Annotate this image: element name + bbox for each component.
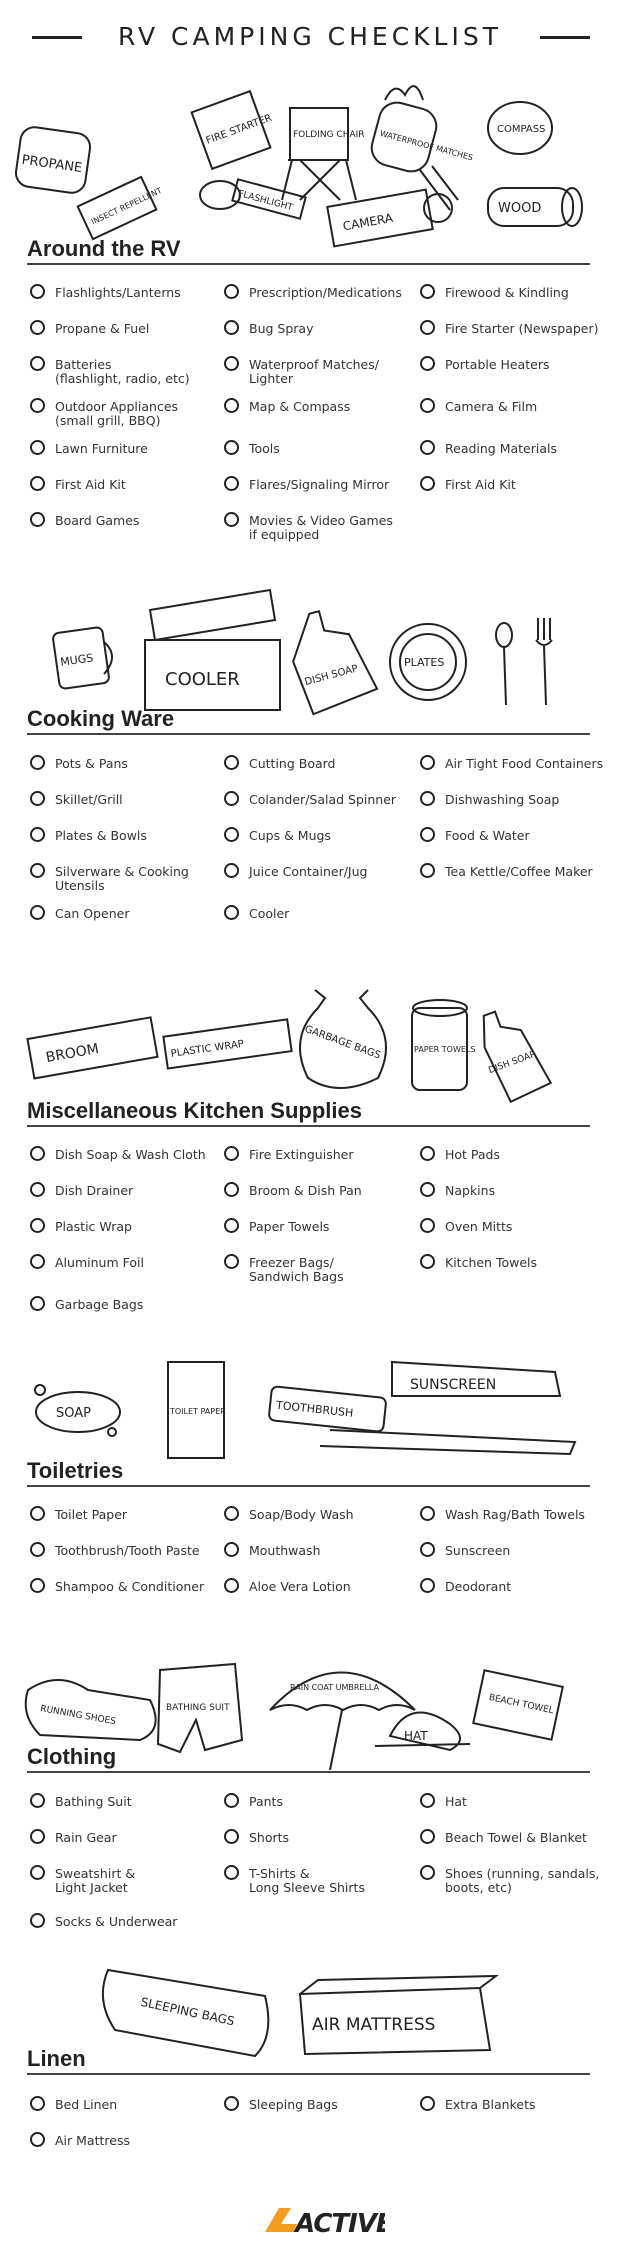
checklist-item-label: Kitchen Towels [445,1255,538,1270]
checklist-item-label: Broom & Dish Pan [249,1183,362,1198]
page-title: RV CAMPING CHECKLIST [118,22,502,51]
dish-soap-illustration [282,602,379,715]
checkbox-circle[interactable] [30,1182,45,1197]
toilet-paper-label: TOILET PAPER [170,1407,226,1416]
checklist-item-label: Aluminum Foil [55,1255,144,1270]
checkbox-circle[interactable] [30,1506,45,1521]
checklist-item[interactable] [30,829,220,843]
checkbox-circle[interactable] [420,827,435,842]
checklist-item[interactable] [420,793,610,807]
checklist-item-label: Hat [445,1794,467,1809]
checklist-item-label: Toothbrush/Tooth Paste [55,1543,200,1558]
active-logo-text: ACTIVE [295,2209,385,2239]
checklist-item[interactable] [30,1580,220,1594]
beach-towel-label: BEACH TOWEL [487,1692,555,1717]
checklist-item-label: Plates & Bowls [55,828,147,843]
checkbox-circle[interactable] [30,1829,45,1844]
checklist-item-label: Reading Materials [445,441,558,456]
checkbox-circle[interactable] [420,398,435,413]
checklist-item[interactable] [224,322,414,336]
checkbox-circle[interactable] [30,1578,45,1593]
checklist-item[interactable] [30,1831,220,1845]
running-shoes-label: RUNNING SHOES [39,1704,117,1728]
camera-illustration [327,190,452,247]
checkbox-circle[interactable] [30,1218,45,1233]
checklist-item[interactable] [420,1544,610,1558]
checklist-item[interactable] [224,1795,414,1809]
checklist-item-label: Soap/Body Wash [249,1507,354,1522]
checkbox-circle[interactable] [420,284,435,299]
checklist-item-label: Tools [249,441,280,456]
checklist-item[interactable] [30,1148,220,1162]
checklist-item-label: Propane & Fuel [55,321,150,336]
checklist-item-label: Bed Linen [55,2097,118,2112]
checklist-item-label: Plastic Wrap [55,1219,132,1234]
checklist-item[interactable] [420,1148,610,1162]
checklist-item[interactable] [30,514,220,528]
checklist-item[interactable] [420,358,610,372]
checkbox-circle[interactable] [420,1865,435,1880]
mugs-illustration [52,627,112,689]
checklist-item-label: Sweatshirt & Light Jacket [55,1866,136,1895]
checklist-item[interactable] [420,1256,610,1270]
dish-soap-2-illustration [474,1002,552,1103]
hat-label: HAT [404,1729,428,1743]
section-rule [27,1125,590,1127]
mugs-label: MUGS [59,651,95,669]
checklist-item-label: Juice Container/Jug [249,864,368,879]
checklist-item[interactable] [224,1184,414,1198]
propane-label: PROPANE [20,152,84,177]
checkbox-circle[interactable] [420,440,435,455]
checklist-item-label: Freezer Bags/ Sandwich Bags [249,1255,344,1284]
checkbox-circle[interactable] [420,476,435,491]
checklist-item-label: Flashlights/Lanterns [55,285,181,300]
checklist-item[interactable] [224,865,414,879]
checklist-item-label: Toilet Paper [55,1507,128,1522]
kitchen-supplies-illustrations [0,968,620,1103]
checklist-item-label: Board Games [55,513,140,528]
checklist-item-label: Firewood & Kindling [445,285,569,300]
checkbox-circle[interactable] [224,1578,239,1593]
bathing-suit-label: BATHING SUIT [166,1703,230,1713]
checklist-item[interactable] [224,478,414,492]
checkbox-circle[interactable] [420,755,435,770]
checklist-item-label: Cooler [249,906,290,921]
cooler-illustration [145,590,280,710]
section-heading-linen: Linen [27,2046,86,2071]
checkbox-circle[interactable] [30,755,45,770]
checklist-item[interactable] [420,865,610,879]
folding-chair-label: FOLDING CHAIR [293,130,365,140]
fire-starter-illustration [192,91,274,169]
checklist-item-label: T-Shirts & Long Sleeve Shirts [249,1866,365,1895]
compass-illustration [488,102,552,154]
fork-illustration [536,618,552,705]
checklist-item[interactable] [30,2098,220,2112]
checklist-item-label: Wash Rag/Bath Towels [445,1507,585,1522]
checklist-item[interactable] [420,400,610,414]
toiletries-illustrations [0,1350,620,1470]
checklist-item[interactable] [420,1795,610,1809]
fire-starter-label: FIRE STARTER [204,112,274,147]
soap-illustration [35,1385,120,1436]
checklist-item[interactable] [30,1184,220,1198]
propane-illustration [14,125,92,194]
checklist-item-label: First Aid Kit [55,477,126,492]
checklist-item[interactable] [224,442,414,456]
checklist-item-label: Oven Mitts [445,1219,513,1234]
sunscreen-illustration [392,1362,560,1396]
checklist-item[interactable] [30,1544,220,1558]
checklist-item-label: First Aid Kit [445,477,516,492]
checkbox-circle[interactable] [224,1542,239,1557]
checkbox-circle[interactable] [224,512,239,527]
checklist-item[interactable] [224,1580,414,1594]
checklist-item-label: Can Opener [55,906,130,921]
checkbox-circle[interactable] [420,1829,435,1844]
checkbox-circle[interactable] [420,2096,435,2111]
checkbox-circle[interactable] [420,1793,435,1808]
section-heading-kitchen-supplies: Miscellaneous Kitchen Supplies [27,1098,362,1123]
hat-illustration [375,1712,470,1750]
checkbox-circle[interactable] [224,1865,239,1880]
checkbox-circle[interactable] [224,1793,239,1808]
checklist-item[interactable] [30,1220,220,1234]
active-logo [0,2202,620,2246]
soap-label: SOAP [56,1406,91,1421]
checkbox-circle[interactable] [224,440,239,455]
dish-soap-label: DISH SOAP [303,663,360,689]
plates-illustration [390,624,466,700]
checklist-item[interactable] [30,322,220,336]
camera-label: CAMERA [341,210,394,234]
beach-towel-illustration [473,1670,562,1739]
checkbox-circle[interactable] [420,1506,435,1521]
checklist-item-label: Air Tight Food Containers [445,756,604,771]
checklist-item[interactable] [420,829,610,843]
checklist-item-label: Extra Blankets [445,2097,536,2112]
bathing-suit-illustration [158,1664,242,1752]
checklist-item-label: Shorts [249,1830,290,1845]
rain-coat-umbrella-label: RAIN COAT UMBRELLA [290,1683,380,1692]
checkbox-circle[interactable] [30,398,45,413]
cooking-ware-illustrations [0,570,620,715]
checklist-item[interactable] [420,757,610,771]
checklist-item-label: Movies & Video Games if equipped [249,513,393,542]
checklist-item-label: Socks & Underwear [55,1914,178,1929]
checklist-item-label: Pots & Pans [55,756,128,771]
checklist-item[interactable] [224,1831,414,1845]
checklist-item-label: Pants [249,1794,283,1809]
plates-label: PLATES [404,656,445,669]
checklist-item-label: Waterproof Matches/ Lighter [249,357,379,386]
checkbox-circle[interactable] [224,863,239,878]
checkbox-circle[interactable] [224,1254,239,1269]
cooler-label: COOLER [165,669,240,690]
checklist-item[interactable] [30,2134,220,2148]
checklist-item[interactable] [420,1580,610,1594]
plastic-wrap-illustration [163,1019,291,1068]
checklist-item-label: Map & Compass [249,399,351,414]
section-heading-toiletries: Toiletries [27,1458,124,1483]
toilet-paper-illustration [168,1362,226,1458]
checklist-item-label: Flares/Signaling Mirror [249,477,390,492]
checklist-item-label: Batteries (flashlight, radio, etc) [55,357,190,386]
checklist-item[interactable] [420,1831,610,1845]
insect-repellent-illustration [78,177,164,239]
checkbox-circle[interactable] [30,905,45,920]
checkbox-circle[interactable] [224,1506,239,1521]
section-rule [27,1771,590,1773]
air-mattress-illustration [300,1976,496,2054]
section-heading-cooking-ware: Cooking Ware [27,706,175,731]
checklist-item[interactable] [224,829,414,843]
checklist-item[interactable] [420,442,610,456]
checklist-item-label: Prescription/Medications [249,285,402,300]
active-logo-swoosh [265,2208,297,2232]
checkbox-circle[interactable] [224,1182,239,1197]
checklist-item[interactable] [224,1867,414,1895]
checklist-item-label: Cutting Board [249,756,336,771]
checkbox-circle[interactable] [224,356,239,371]
checkbox-circle[interactable] [420,1254,435,1269]
checkbox-circle[interactable] [30,1865,45,1880]
checklist-item[interactable] [30,793,220,807]
checkbox-circle[interactable] [30,1542,45,1557]
checklist-item-label: Lawn Furniture [55,441,148,456]
checkbox-circle[interactable] [420,791,435,806]
section-rule [27,263,590,265]
dish-soap-2-label: DISH SOAP [487,1049,537,1077]
checkbox-circle[interactable] [224,1218,239,1233]
folding-chair-illustration [282,108,365,200]
checklist-item-label: Cups & Mugs [249,828,331,843]
checklist-item[interactable] [224,400,414,414]
checklist-item-label: Portable Heaters [445,357,550,372]
checklist-item[interactable] [224,757,414,771]
checklist-item[interactable] [30,358,220,386]
checklist-item[interactable] [30,865,220,893]
garbage-bags-label: GARBAGE BAGS [303,1023,382,1062]
flashlight-label: FLASHLIGHT [236,189,294,214]
checklist-item[interactable] [224,1148,414,1162]
checklist-item-label: Camera & Film [445,399,538,414]
insect-repellent-label: INSECT REPELLENT [89,185,164,227]
sunscreen-label: SUNSCREEN [410,1377,497,1393]
checkbox-circle[interactable] [224,755,239,770]
checklist-item[interactable] [30,1298,220,1312]
checklist-item[interactable] [30,1867,220,1895]
wood-label: WOOD [498,201,542,216]
checkbox-circle[interactable] [420,1542,435,1557]
checkbox-circle[interactable] [420,1146,435,1161]
checklist-item-label: Tea Kettle/Coffee Maker [445,864,593,879]
checkbox-circle[interactable] [30,1254,45,1269]
flashlight-illustration [200,179,306,218]
checklist-item[interactable] [224,514,414,542]
checklist-item[interactable] [224,1544,414,1558]
checklist-item[interactable] [30,1256,220,1270]
checklist-item-label: Shoes (running, sandals, boots, etc) [445,1866,600,1895]
checklist-item-label: Deodorant [445,1579,512,1594]
wood-illustration [488,188,582,226]
checklist-item[interactable] [30,1795,220,1809]
paper-towels-label: PAPER TOWELS [414,1045,476,1054]
checkbox-circle[interactable] [30,476,45,491]
checklist-item[interactable] [224,1256,414,1284]
checklist-item[interactable] [420,1184,610,1198]
checklist-item[interactable] [30,442,220,456]
checklist-item[interactable] [30,478,220,492]
checklist-item-label: Skillet/Grill [55,792,123,807]
checkbox-circle[interactable] [30,320,45,335]
checkbox-circle[interactable] [30,1296,45,1311]
checkbox-circle[interactable] [30,1913,45,1928]
checklist-item-label: Dish Soap & Wash Cloth [55,1147,206,1162]
umbrella-illustration [270,1673,415,1771]
section-heading-clothing: Clothing [27,1744,117,1769]
checklist-item-label: Paper Towels [249,1219,330,1234]
running-shoes-illustration [26,1680,156,1740]
checklist-item-label: Colander/Salad Spinner [249,792,397,807]
checklist-item[interactable] [224,358,414,386]
checkbox-circle[interactable] [420,863,435,878]
waterproof-matches-label: WATERPROOF MATCHES [379,128,474,163]
title-rule-right [540,36,590,39]
section-rule [27,2073,590,2075]
checklist-item[interactable] [420,478,610,492]
broom-illustration [27,1017,157,1078]
checklist-item[interactable] [224,2098,414,2112]
checklist-item[interactable] [420,1220,610,1234]
checkbox-circle[interactable] [224,320,239,335]
checklist-item[interactable] [420,286,610,300]
checkbox-circle[interactable] [420,320,435,335]
checklist-item[interactable] [224,907,414,921]
air-mattress-label: AIR MATTRESS [312,2015,436,2035]
checklist-item[interactable] [224,793,414,807]
checklist-item-label: Sunscreen [445,1543,511,1558]
checklist-item-label: Sleeping Bags [249,2097,338,2112]
checklist-item-label: Outdoor Appliances (small grill, BBQ) [55,399,179,428]
checkbox-circle[interactable] [30,512,45,527]
checkbox-circle[interactable] [30,863,45,878]
compass-label: COMPASS [497,124,546,135]
checkbox-circle[interactable] [30,791,45,806]
checkbox-circle[interactable] [224,905,239,920]
checkbox-circle[interactable] [30,2096,45,2111]
checkbox-circle[interactable] [420,1182,435,1197]
toothbrush-label: TOOTHBRUSH [275,1398,354,1420]
garbage-bags-illustration [300,990,386,1088]
title-row [0,18,620,58]
plastic-wrap-label: PLASTIC WRAP [170,1038,245,1060]
checklist-item-label: Garbage Bags [55,1297,144,1312]
checklist-item[interactable] [30,1508,220,1522]
checklist-item-label: Air Mattress [55,2133,130,2148]
checklist-item-label: Fire Extinguisher [249,1147,354,1162]
checkbox-circle[interactable] [224,284,239,299]
checkbox-circle[interactable] [224,2096,239,2111]
sleeping-bags-label: SLEEPING BAGS [139,1994,236,2029]
checkbox-circle[interactable] [30,827,45,842]
section-rule [27,1485,590,1487]
spoon-illustration [496,623,512,705]
checklist-item[interactable] [224,286,414,300]
checkbox-circle[interactable] [30,2132,45,2147]
checkbox-circle[interactable] [30,440,45,455]
checklist-item[interactable] [30,1915,220,1929]
checkbox-circle[interactable] [420,1578,435,1593]
checkbox-circle[interactable] [30,284,45,299]
broom-label: BROOM [44,1040,101,1067]
checklist-item-label: Beach Towel & Blanket [445,1830,587,1845]
checklist-item[interactable] [224,1220,414,1234]
checklist-item[interactable] [30,286,220,300]
checklist-item-label: Bathing Suit [55,1794,132,1809]
checklist-item[interactable] [30,400,220,428]
checkbox-circle[interactable] [30,1146,45,1161]
checkbox-circle[interactable] [224,791,239,806]
checkbox-circle[interactable] [224,1146,239,1161]
checklist-item[interactable] [30,907,220,921]
checklist-item-label: Silverware & Cooking Utensils [55,864,189,893]
checklist-item-label: Fire Starter (Newspaper) [445,321,599,336]
checkbox-circle[interactable] [224,476,239,491]
checklist-item-label: Rain Gear [55,1830,117,1845]
checkbox-circle[interactable] [224,398,239,413]
checklist-item-label: Shampoo & Conditioner [55,1579,205,1594]
checkbox-circle[interactable] [224,827,239,842]
checklist-item-label: Mouthwash [249,1543,321,1558]
section-heading-around-the-rv: Around the RV [27,236,181,261]
checklist-item[interactable] [420,2098,610,2112]
checklist-item-label: Hot Pads [445,1147,501,1162]
checklist-item-label: Bug Spray [249,321,314,336]
checkbox-circle[interactable] [420,1218,435,1233]
checklist-item[interactable] [30,757,220,771]
around-rv-illustrations [0,70,620,250]
checkbox-circle[interactable] [30,356,45,371]
checklist-item-label: Food & Water [445,828,530,843]
sleeping-bags-illustration [103,1970,268,2056]
checklist-item[interactable] [420,1508,610,1522]
section-rule [27,733,590,735]
checklist-item-label: Dish Drainer [55,1183,134,1198]
checklist-item[interactable] [224,1508,414,1522]
linen-illustrations [0,1950,620,2060]
checklist-item[interactable] [420,1867,610,1895]
checklist-item-label: Napkins [445,1183,496,1198]
checklist-item-label: Dishwashing Soap [445,792,560,807]
checkbox-circle[interactable] [420,356,435,371]
checklist-item[interactable] [420,322,610,336]
checkbox-circle[interactable] [30,1793,45,1808]
paper-towels-illustration [412,1000,475,1090]
checklist-item-label: Aloe Vera Lotion [249,1579,351,1594]
checkbox-circle[interactable] [224,1829,239,1844]
